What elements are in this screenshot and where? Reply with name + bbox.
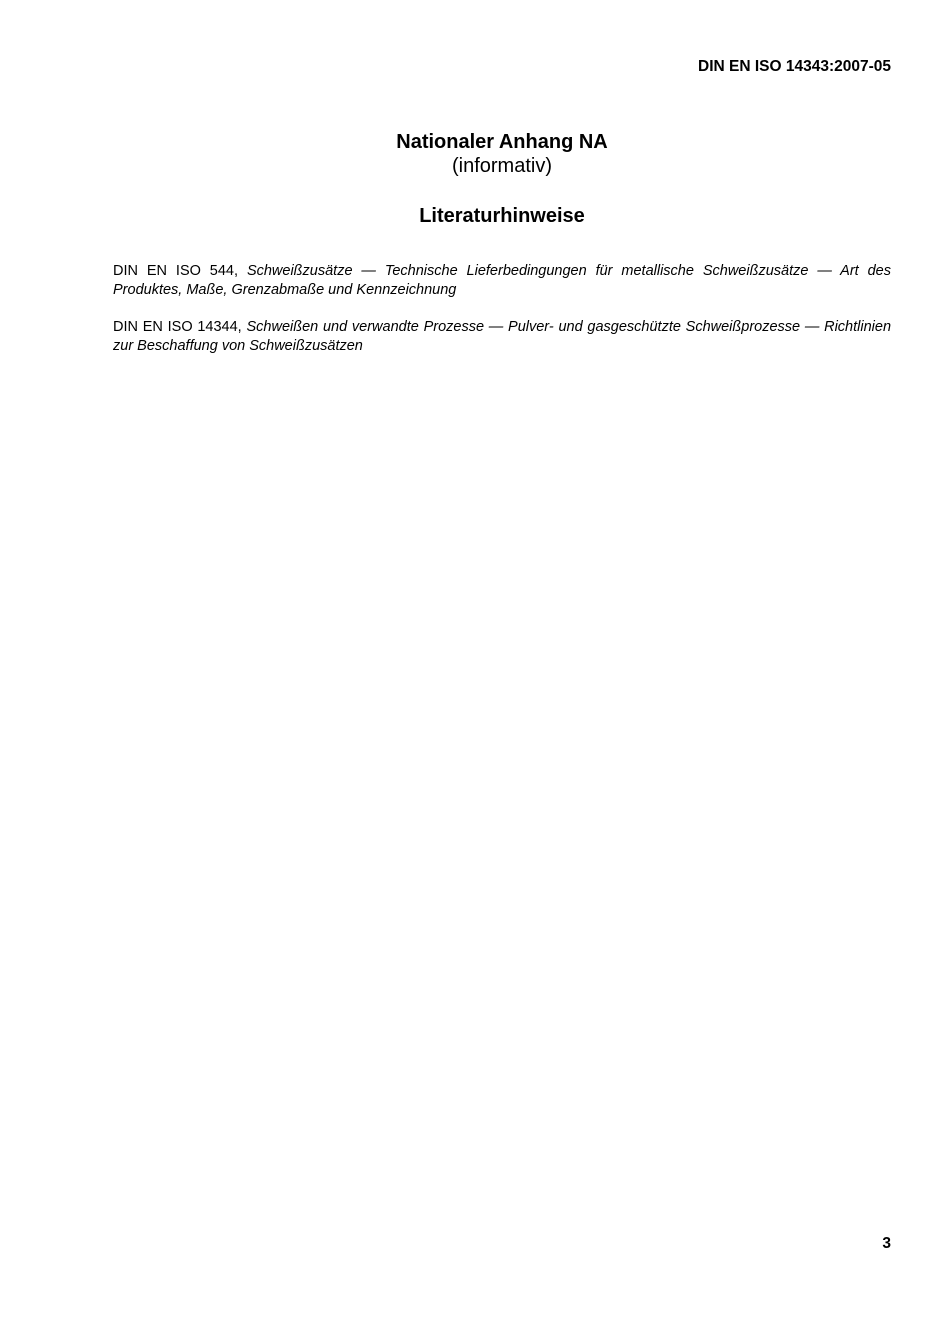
reference-title: Schweißen und verwandte Prozesse — Pulver- und gasgeschützte Schweißprozesse — Richtlinien zur Beschaffung von Schweißzusätzen (113, 319, 892, 354)
document-id: DIN EN ISO 14343:2007-05 (698, 58, 891, 75)
annex-heading (113, 130, 891, 228)
annex-subtitle: (informativ) (451, 155, 552, 177)
reference-code: DIN EN ISO 14344, (113, 319, 242, 335)
reference-code: DIN EN ISO 544, (113, 263, 239, 279)
reference-title: Schweißzusätze — Technische Lieferbedingungen für metallische Schweißzusätze — Art des Produktes, Maße, Grenzabmaße und Kennzeichnung (113, 263, 891, 298)
annex-title: Nationaler Anhang NA (396, 131, 608, 153)
reference-item (113, 262, 891, 299)
page-number: 3 (882, 1235, 891, 1252)
reference-item (113, 318, 891, 355)
section-title: Literaturhinweise (419, 205, 585, 227)
reference-list (113, 262, 891, 374)
